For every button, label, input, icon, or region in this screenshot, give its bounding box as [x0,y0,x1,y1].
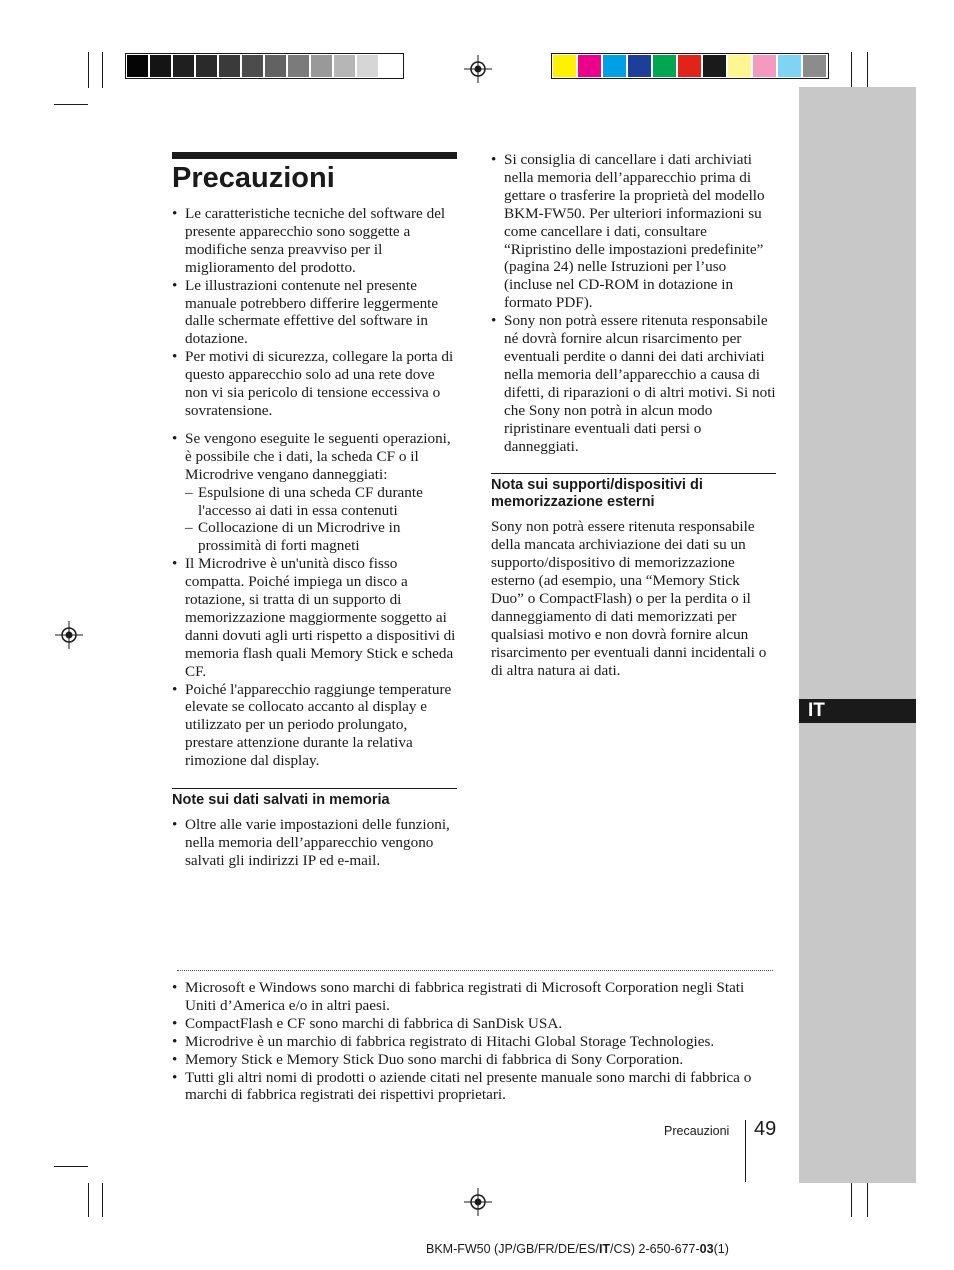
crop-mark [54,104,88,105]
dotted-divider [177,970,773,971]
list-item-text: Se vengono eseguite le seguenti operazioni, è possibile che i dati, la scheda CF o il Microdrive vengano danneggiati: [185,429,451,483]
color-swatch [173,55,194,77]
list-item: • Poiché l'apparecchio raggiunge temperature elevate se collocato accanto al display e utilizzato per un periodo prolungato, prestare attenzione durante la relativa rimozione dal display. [172,681,457,771]
color-swatch [753,55,776,77]
color-swatch [334,55,355,77]
sub-list-item: – Collocazione di un Microdrive in prossimità di forti magneti [185,519,457,555]
color-swatch [628,55,651,77]
precautions-list [172,205,457,770]
doc-code-suffix: (1) [713,1242,729,1256]
doc-code-prefix: BKM-FW50 (JP/GB/FR/DE/ES/ [426,1242,599,1256]
grayscale-bar [125,53,404,79]
precautions-list [491,151,776,455]
crop-mark [54,1166,88,1167]
color-swatch [778,55,801,77]
trademarks-list [172,979,777,1104]
page-number: 49 [754,1118,777,1140]
list-item: • Si consiglia di cancellare i dati archiviati nella memoria dell’apparecchio prima di gettare o trasferire la proprietà del modello BKM-FW50. Per ulteriori informazioni su come cancellare i dati, consultare “Ripristino delle impostazioni predefinite” (pagina 24) nelle Istruzioni per l’uso (incluse nel CD-ROM in dotazione in formato PDF). [491,151,776,312]
color-swatch [653,55,676,77]
color-swatch [678,55,701,77]
side-tab-bar [799,87,916,1183]
left-column [172,205,457,870]
memory-notes-section [172,788,457,870]
color-swatch [728,55,751,77]
doc-code-lang: IT [598,1242,611,1256]
doc-code-mid: /CS) 2-650-677- [610,1242,700,1256]
document-code [426,1242,729,1256]
running-footer-label: Precauzioni [664,1124,730,1138]
color-swatch [219,55,240,77]
color-swatch [311,55,332,77]
external-storage-section [491,473,776,679]
color-swatch [288,55,309,77]
color-swatch [242,55,263,77]
list-item: • Per motivi di sicurezza, collegare la porta di questo apparecchio solo ad una rete dove non vi sia pericolo di tensione eccessiva o sovratensione. [172,348,457,420]
crop-mark [102,52,103,88]
color-swatch [380,55,401,77]
crop-mark [88,1183,89,1217]
color-swatch [357,55,378,77]
section-list [172,816,457,870]
crop-mark [851,52,852,88]
trademark-item: • Microdrive è un marchio di fabbrica registrato di Hitachi Global Storage Technologies. [172,1033,777,1051]
color-swatch [803,55,826,77]
sub-list-item: – Espulsione di una scheda CF durante l'accesso ai dati in essa contenuti [185,484,457,520]
trademarks-block [172,979,777,1104]
color-swatch [553,55,576,77]
list-item: • Il Microdrive è un'unità disco fisso compatta. Poiché impiega un disco a rotazione, si tratta di un supporto di memorizzazione maggiormente soggetto ai danni dovuti agli urti rispetto a dispositivi di memoria flash quali Memory Stick e scheda CF. [172,555,457,680]
registration-target-icon [464,1188,492,1216]
list-item: • Le illustrazioni contenute nel presente manuale potrebbero differire leggermente dalle schermate effettive del software in dotazione. [172,277,457,349]
crop-mark [867,52,868,88]
language-tab: IT [799,699,916,723]
registration-target-icon [464,55,492,83]
list-item: • Le caratteristiche tecniche del software del presente apparecchio sono soggette a modifiche senza preavviso per il miglioramento del prodotto. [172,205,457,277]
section-heading: Nota sui supporti/dispositivi di memorizzazione esterni [491,477,703,511]
list-item: • Sony non potrà essere ritenuta responsabile né dovrà fornire alcun risarcimento per eventuali perdite o danni dei dati archiviati nella memoria dell’apparecchio a causa di difetti, di riparazioni o di altri motivi. Si noti che Sony non potrà in alcun modo ripristinare eventuali dati persi o danneggiati. [491,312,776,455]
page-title: Precauzioni [172,162,335,194]
crop-mark [851,1183,852,1217]
section-body: Sony non potrà essere ritenuta responsabile della mancata archiviazione dei dati su un supporto/dispositivo di memorizzazione esterno (ad esempio, una “Memory Stick Duo” o CompactFlash) o per la perdita o il danneggiamento di dati memorizzati per qualsiasi motivo e non dovrà fornire alcun risarcimento per eventuali danni incidentali o di altra natura ai dati. [491,518,767,679]
footer-divider [745,1120,746,1182]
color-swatch [578,55,601,77]
trademark-item: • Microsoft e Windows sono marchi di fabbrica registrati di Microsoft Corporation negli Stati Uniti d’America e/o in altri paesi. [172,979,777,1015]
color-swatch [265,55,286,77]
doc-code-rev: 03 [699,1242,714,1256]
crop-mark [88,52,89,88]
color-swatch [196,55,217,77]
color-swatch [150,55,171,77]
trademark-item: • Tutti gli altri nomi di prodotti o aziende citati nel presente manuale sono marchi di fabbrica o marchi di fabbrica registrati dei rispettivi proprietari. [172,1069,777,1105]
color-swatch [127,55,148,77]
registration-target-icon [55,621,83,649]
trademark-item: • CompactFlash e CF sono marchi di fabbrica di SanDisk USA. [172,1015,777,1033]
section-heading: Note sui dati salvati in memoria [172,792,390,809]
color-swatch [703,55,726,77]
list-item: • Oltre alle varie impostazioni delle funzioni, nella memoria dell’apparecchio vengono salvati gli indirizzi IP ed e-mail. [172,816,457,870]
crop-mark [867,1183,868,1217]
trademark-item: • Memory Stick e Memory Stick Duo sono marchi di fabbrica di Sony Corporation. [172,1051,777,1069]
color-bar [551,53,829,79]
sub-list [185,484,457,556]
list-item [172,430,457,555]
color-swatch [603,55,626,77]
crop-mark [102,1183,103,1217]
right-column [491,151,776,680]
